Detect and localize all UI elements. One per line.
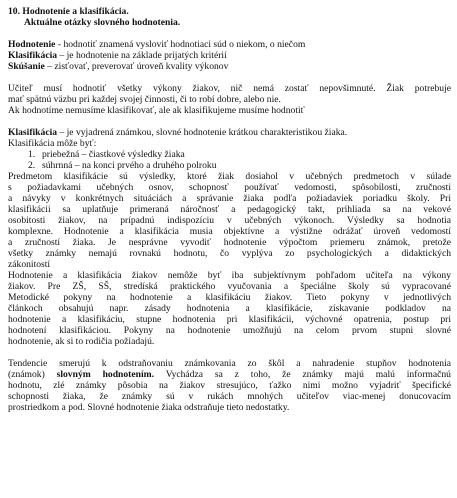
text-line: Metodické pokyny na hodnotenie a klasifikáciu žiakov. Tieto pokyny v jednotlivých <box>8 292 451 303</box>
definition-text: je hodnotenie na základe prijatých kritérií <box>66 50 227 61</box>
text-line: hodnotení klasifikáciou. Pokyny na hodnotenie umožňujú na celom prvom stupni slovné <box>8 325 451 336</box>
text-line: Predmetom klasifikácie sú výsledky, ktoré žiak dosiahol v učebných predmetoch v súlade <box>8 171 451 182</box>
klasifikacia-definition: Klasifikácia – je vyjadrená známkou, slovné hodnotenie krátkou charakteristikou žiaka. <box>8 127 348 138</box>
text-line: (známok) slovným hodnotením. Vychádza sa z toho, že známky majú malú informačnú <box>8 369 451 380</box>
klasifikacia-block <box>8 127 451 171</box>
text-line: žiakov. Pre ZŠ, SŠ, stredíská praktického vyučovania a špeciálne školy sú vypracované <box>8 281 451 292</box>
text-line: zákonitostí <box>8 259 51 270</box>
text-line: hodnotu, zlé známky pôsobia na žiakov stresujúco, ťažko nimi možno vyjadriť špecifické <box>8 380 451 391</box>
heading-title: Hodnotenie a klasifikácia. <box>22 6 129 17</box>
text-line: hodnotenie a klasifikáciu, stupne hodnotenia pri klasifikácii, výchovné opatrenia, postup pri <box>8 314 451 325</box>
definitions-block <box>8 39 451 72</box>
list-number: 2. <box>28 160 36 171</box>
text-line: Tendencie smerujú k odstraňovaniu známkovania zo škôl a nahradenie stupňov hodnotenia <box>8 358 451 369</box>
section-subtitle: Aktuálne otázky slovného hodnotenia. <box>24 17 181 28</box>
text-line: prostriedkom a pod. Slovné hodnotenie žiaka odstraňuje tieto nedostatky. <box>8 402 290 413</box>
definition-hodnotenie: Hodnotenie - hodnotiť znamená vysloviť hodnotiaci súd o niekom, o niečom <box>8 39 306 50</box>
text-line: osobitosti žiakov, na prípadnú indispozíciu v učebných výkonoch. Výsledky sa hodnotia <box>8 215 451 226</box>
list-number: 1. <box>28 149 36 160</box>
text-line: a návyky v konkrétnych situáciách a správanie žiaka podľa požiadaviek poriadku školy. Pri <box>8 193 451 204</box>
list-text: priebežná – čiastkové výsledky žiaka <box>42 149 185 160</box>
text-line: schopnosti žiaka, že známky sú v rukách mnohých učiteľov viac-menej donucovacím <box>8 391 451 402</box>
text-line: Hodnotenie a klasifikácia žiakov nemôže byť iba subjektívnym pohľadom učiteľa na výkony <box>8 270 451 281</box>
definition-text: zisťovať, preverovať úroveň kvality výkonov <box>54 61 229 72</box>
list-text: súhrnná – na konci prvého a druhého polroku <box>42 160 217 171</box>
text-line: Učiteľ musí hodnotiť všetky výkony žiakov, nič nemá zostať nepovšimnuté. Žiak potrebuje <box>8 83 451 94</box>
list-item <box>8 160 451 171</box>
paragraph-classification-subject <box>8 171 451 347</box>
text-line: s požiadavkami učebných osnov, schopnosť používať vedomosti, spôsobilosti, zručnosti <box>8 182 451 193</box>
list-item <box>8 149 451 160</box>
text-line: všetky známky nemajú rovnakú hodnotu, čo vyplýva zo psychologických a didaktických <box>8 248 451 259</box>
text-line: článkoch obsahujú napr. zásady hodnotenia a klasifikácie, získavanie podkladov na <box>8 303 451 314</box>
definition-term: Klasifikácia <box>8 50 58 61</box>
text-line: komplexne. Hodnotenie a klasifikácia musia objektívne a výstižne odrážať úroveň vedomostí <box>8 226 451 237</box>
emphasis-slovnym-hodnotenim: slovným hodnotením. <box>56 369 155 380</box>
klasifikacia-can-be: Klasifikácia môže byť: <box>8 138 97 149</box>
section-heading <box>8 6 451 17</box>
definition-skusanie: Skúšanie – zisťovať, preverovať úroveň kvality výkonov <box>8 61 229 72</box>
definition-text: hodnotiť znamená vysloviť hodnotiaci súd o niekom, o niečom <box>63 39 306 50</box>
text-line: Ak hodnotíme nemusíme klasifikovať, ale ak klasifikujeme musíme hodnotiť <box>8 105 305 116</box>
text-line: mať spätnú väzbu pri každej svojej činnosti, či to robí dobre, alebo nie. <box>8 94 281 105</box>
text-line: klasifikácii sa uplatňuje primeraná náročnosť a pedagogický takt, prihliada sa na vekové <box>8 204 451 215</box>
definition-term: Hodnotenie <box>8 39 56 50</box>
klasifikacia-term: Klasifikácia <box>8 127 58 138</box>
document-page <box>8 6 451 413</box>
paragraph-teacher-evaluation <box>8 83 451 116</box>
definition-term: Skúšanie <box>8 61 45 72</box>
heading-number: 10. <box>8 6 20 17</box>
text-line: hodnotenie, ak si to rodičia požiadajú. <box>8 336 155 347</box>
definition-klasifikacia: Klasifikácia – je hodnotenie na základe prijatých kritérií <box>8 50 227 61</box>
paragraph-verbal-evaluation <box>8 358 451 413</box>
text-line: a zručností žiaka. Je nesprávne vyvodiť hodnotenie výpočtom priemeru známok, pretože <box>8 237 451 248</box>
